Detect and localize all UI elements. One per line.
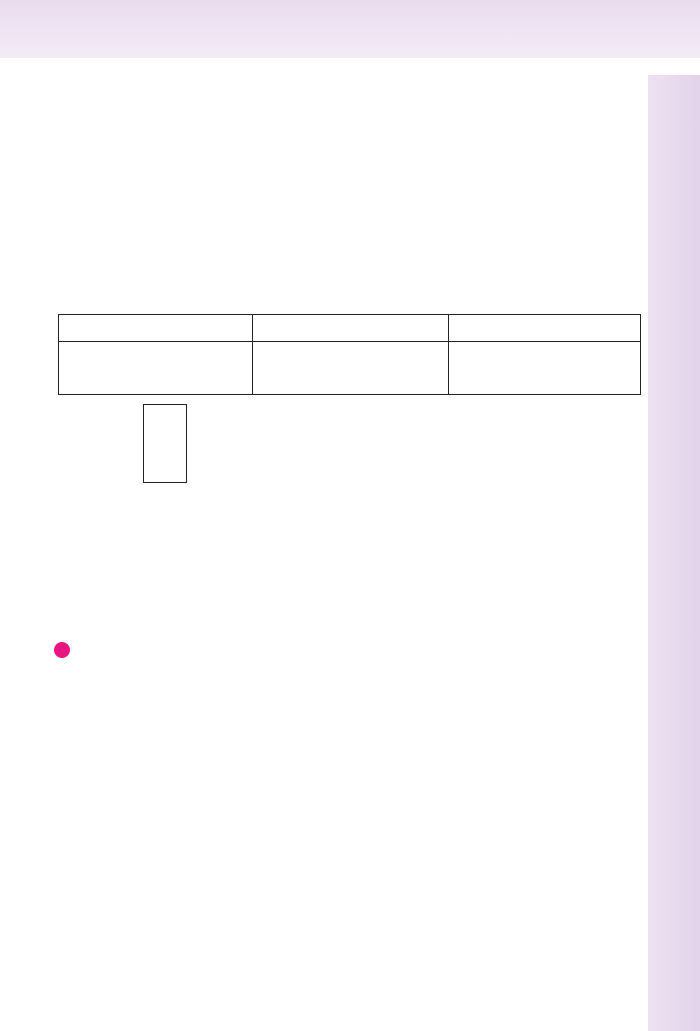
- marker-dot: [54, 642, 70, 658]
- top-band: [0, 0, 700, 58]
- table-cell: [253, 342, 449, 395]
- table-header: [59, 315, 253, 342]
- table-cell: [59, 342, 253, 395]
- ex259-table: [58, 314, 641, 395]
- table-header: [253, 315, 449, 342]
- table-header-row: [59, 315, 641, 342]
- side-tab-band: [648, 75, 700, 1031]
- table-cell: [449, 342, 641, 395]
- table-row: [59, 342, 641, 395]
- ex260-sign-box: [143, 404, 187, 483]
- table-header: [449, 315, 641, 342]
